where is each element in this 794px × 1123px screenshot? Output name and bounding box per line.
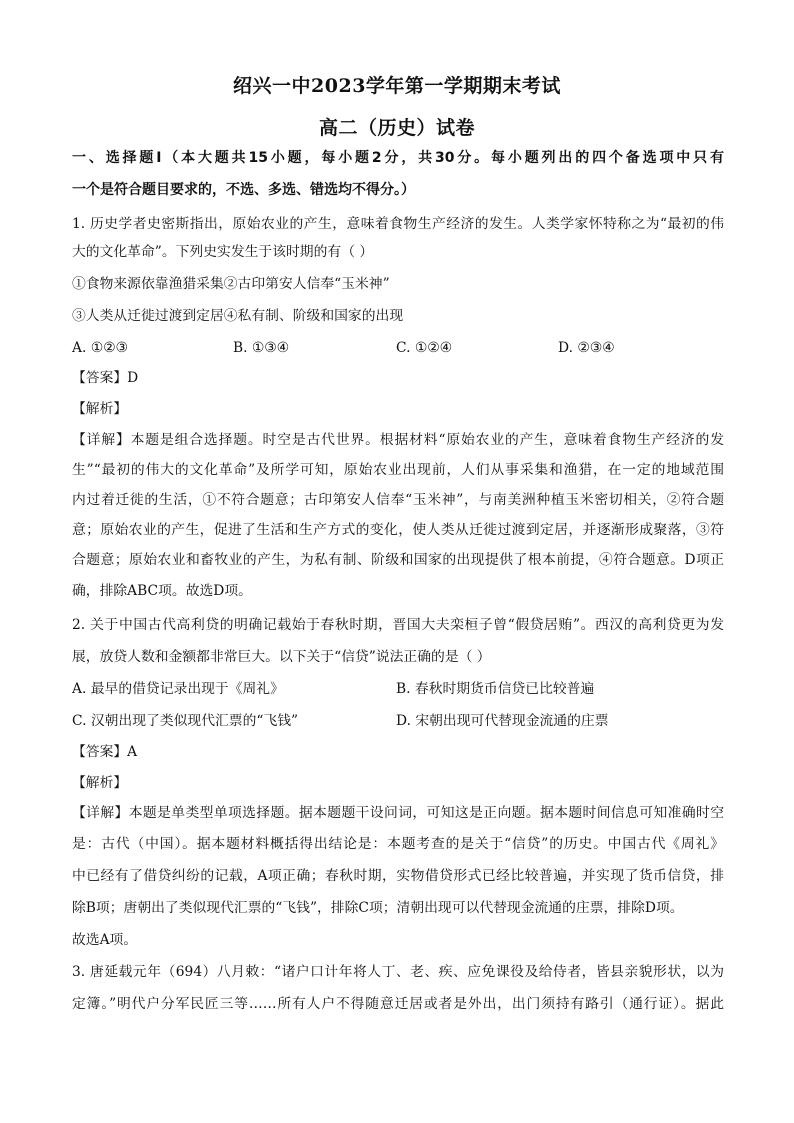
- q2-option-a: A. 最早的借贷记录出现于《周礼》: [72, 681, 284, 697]
- q2-option-b: B. 春秋时期货币信贷已比较普遍: [396, 681, 595, 697]
- q2-detail-line3: 中已经有了借贷纠纷的记载，A项正确；春秋时期，实物借贷形式已经比较普遍，并实现了货币信贷，排: [72, 868, 724, 884]
- q1-option-b: B. ①③④: [233, 340, 290, 356]
- q1-detail-line3: 内过着迁徙的生活，①不符合题意；古印第安人信奉“玉米神”，与南美洲种植玉米密切相关，②符合题: [72, 492, 724, 508]
- q2-answer: 【答案】A: [72, 744, 138, 760]
- q2-option-c: C. 汉朝出现了类似现代汇票的“飞钱”: [72, 713, 299, 729]
- q1-detail-line6: 确，排除ABC项。故选D项。: [72, 583, 252, 599]
- q2-stem-line2: 展，放贷人数和金额都非常巨大。以下关于“信贷”说法正确的是（ ）: [72, 649, 491, 665]
- q1-analysis-label: 【解析】: [72, 401, 128, 417]
- q2-detail-line1: 【详解】本题是单类型单项选择题。据本题题干设问词，可知这是正向题。据本题时间信息可知准确时空: [72, 805, 724, 821]
- q3-stem-line2: 定簿。”明代户分军民匠三等……所有人户不得随意迁居或者是外出，出门须持有路引（通行证）。据此: [72, 996, 724, 1012]
- section-instructions-line1: 一、选择题Ⅰ（本大题共15小题，每小题2分，共30分。每小题列出的四个备选项中只有: [72, 150, 724, 166]
- q1-option-c: C. ①②④: [396, 340, 452, 356]
- q1-stem-line1: 1. 历史学者史密斯指出，原始农业的产生，意味着食物生产经济的发生。人类学家怀特称之为“最初的伟: [72, 216, 724, 232]
- q1-item-line1: ①食物来源依靠渔猎采集②古印第安人信奉“玉米神”: [72, 276, 390, 292]
- exam-title: 绍兴一中2023学年第一学期期末考试: [233, 75, 561, 97]
- q2-detail-line5: 故选A项。: [72, 932, 138, 948]
- q2-detail-line4: 除B项；唐朝出了类似现代汇票的“飞钱”，排除C项；清朝出现可以代替现金流通的庄票，排除D项。: [72, 900, 684, 916]
- q1-option-a: A. ①②③: [72, 340, 128, 356]
- q1-detail-line1: 【详解】本题是组合选择题。时空是古代世界。根据材料“原始农业的产生，意味着食物生产经济的发: [72, 432, 724, 448]
- q1-detail-line5: 合题意；原始农业和畜牧业的产生，为私有制、阶级和国家的出现提供了根本前提，④符合题意。D项正: [72, 552, 724, 568]
- q1-item-line2: ③人类从迁徙过渡到定居④私有制、阶级和国家的出现: [72, 308, 404, 324]
- q2-stem-line1: 2. 关于中国古代高利贷的明确记载始于春秋时期，晋国大夫栾桓子曾“假贷居贿”。西汉的高利贷更为发: [72, 617, 724, 633]
- q1-option-d: D. ②③④: [558, 340, 615, 356]
- q2-option-d: D. 宋朝出现可代替现金流通的庄票: [396, 713, 609, 729]
- exam-subtitle: 高二（历史）试卷: [318, 117, 475, 139]
- q3-stem-line1: 3. 唐延载元年（694）八月敕：“诸户口计年将人丁、老、疾、应免课役及给侍者，皆县亲貌形状，以为: [72, 964, 724, 980]
- q2-detail-line2: 是：古代（中国）。据本题材料概括得出结论是：本题考查的是关于“信贷”的历史。中国古代《周礼》: [72, 836, 724, 852]
- section-instructions-line2: 一个是符合题目要求的，不选、多选、错选均不得分。）: [72, 182, 415, 198]
- q1-stem-line2: 大的文化革命”。下列史实发生于该时期的有（ ）: [72, 244, 374, 260]
- q2-analysis-label: 【解析】: [72, 775, 128, 791]
- q1-detail-line4: 意；原始农业的产生，促进了生活和生产方式的变化，使人类从迁徙过渡到定居，并逐渐形成聚落，③符: [72, 522, 724, 538]
- q1-detail-line2: 生”“最初的伟大的文化革命”及所学可知，原始农业出现前，人们从事采集和渔猎，在一定的地域范围: [72, 462, 724, 478]
- q1-answer: 【答案】D: [72, 370, 139, 386]
